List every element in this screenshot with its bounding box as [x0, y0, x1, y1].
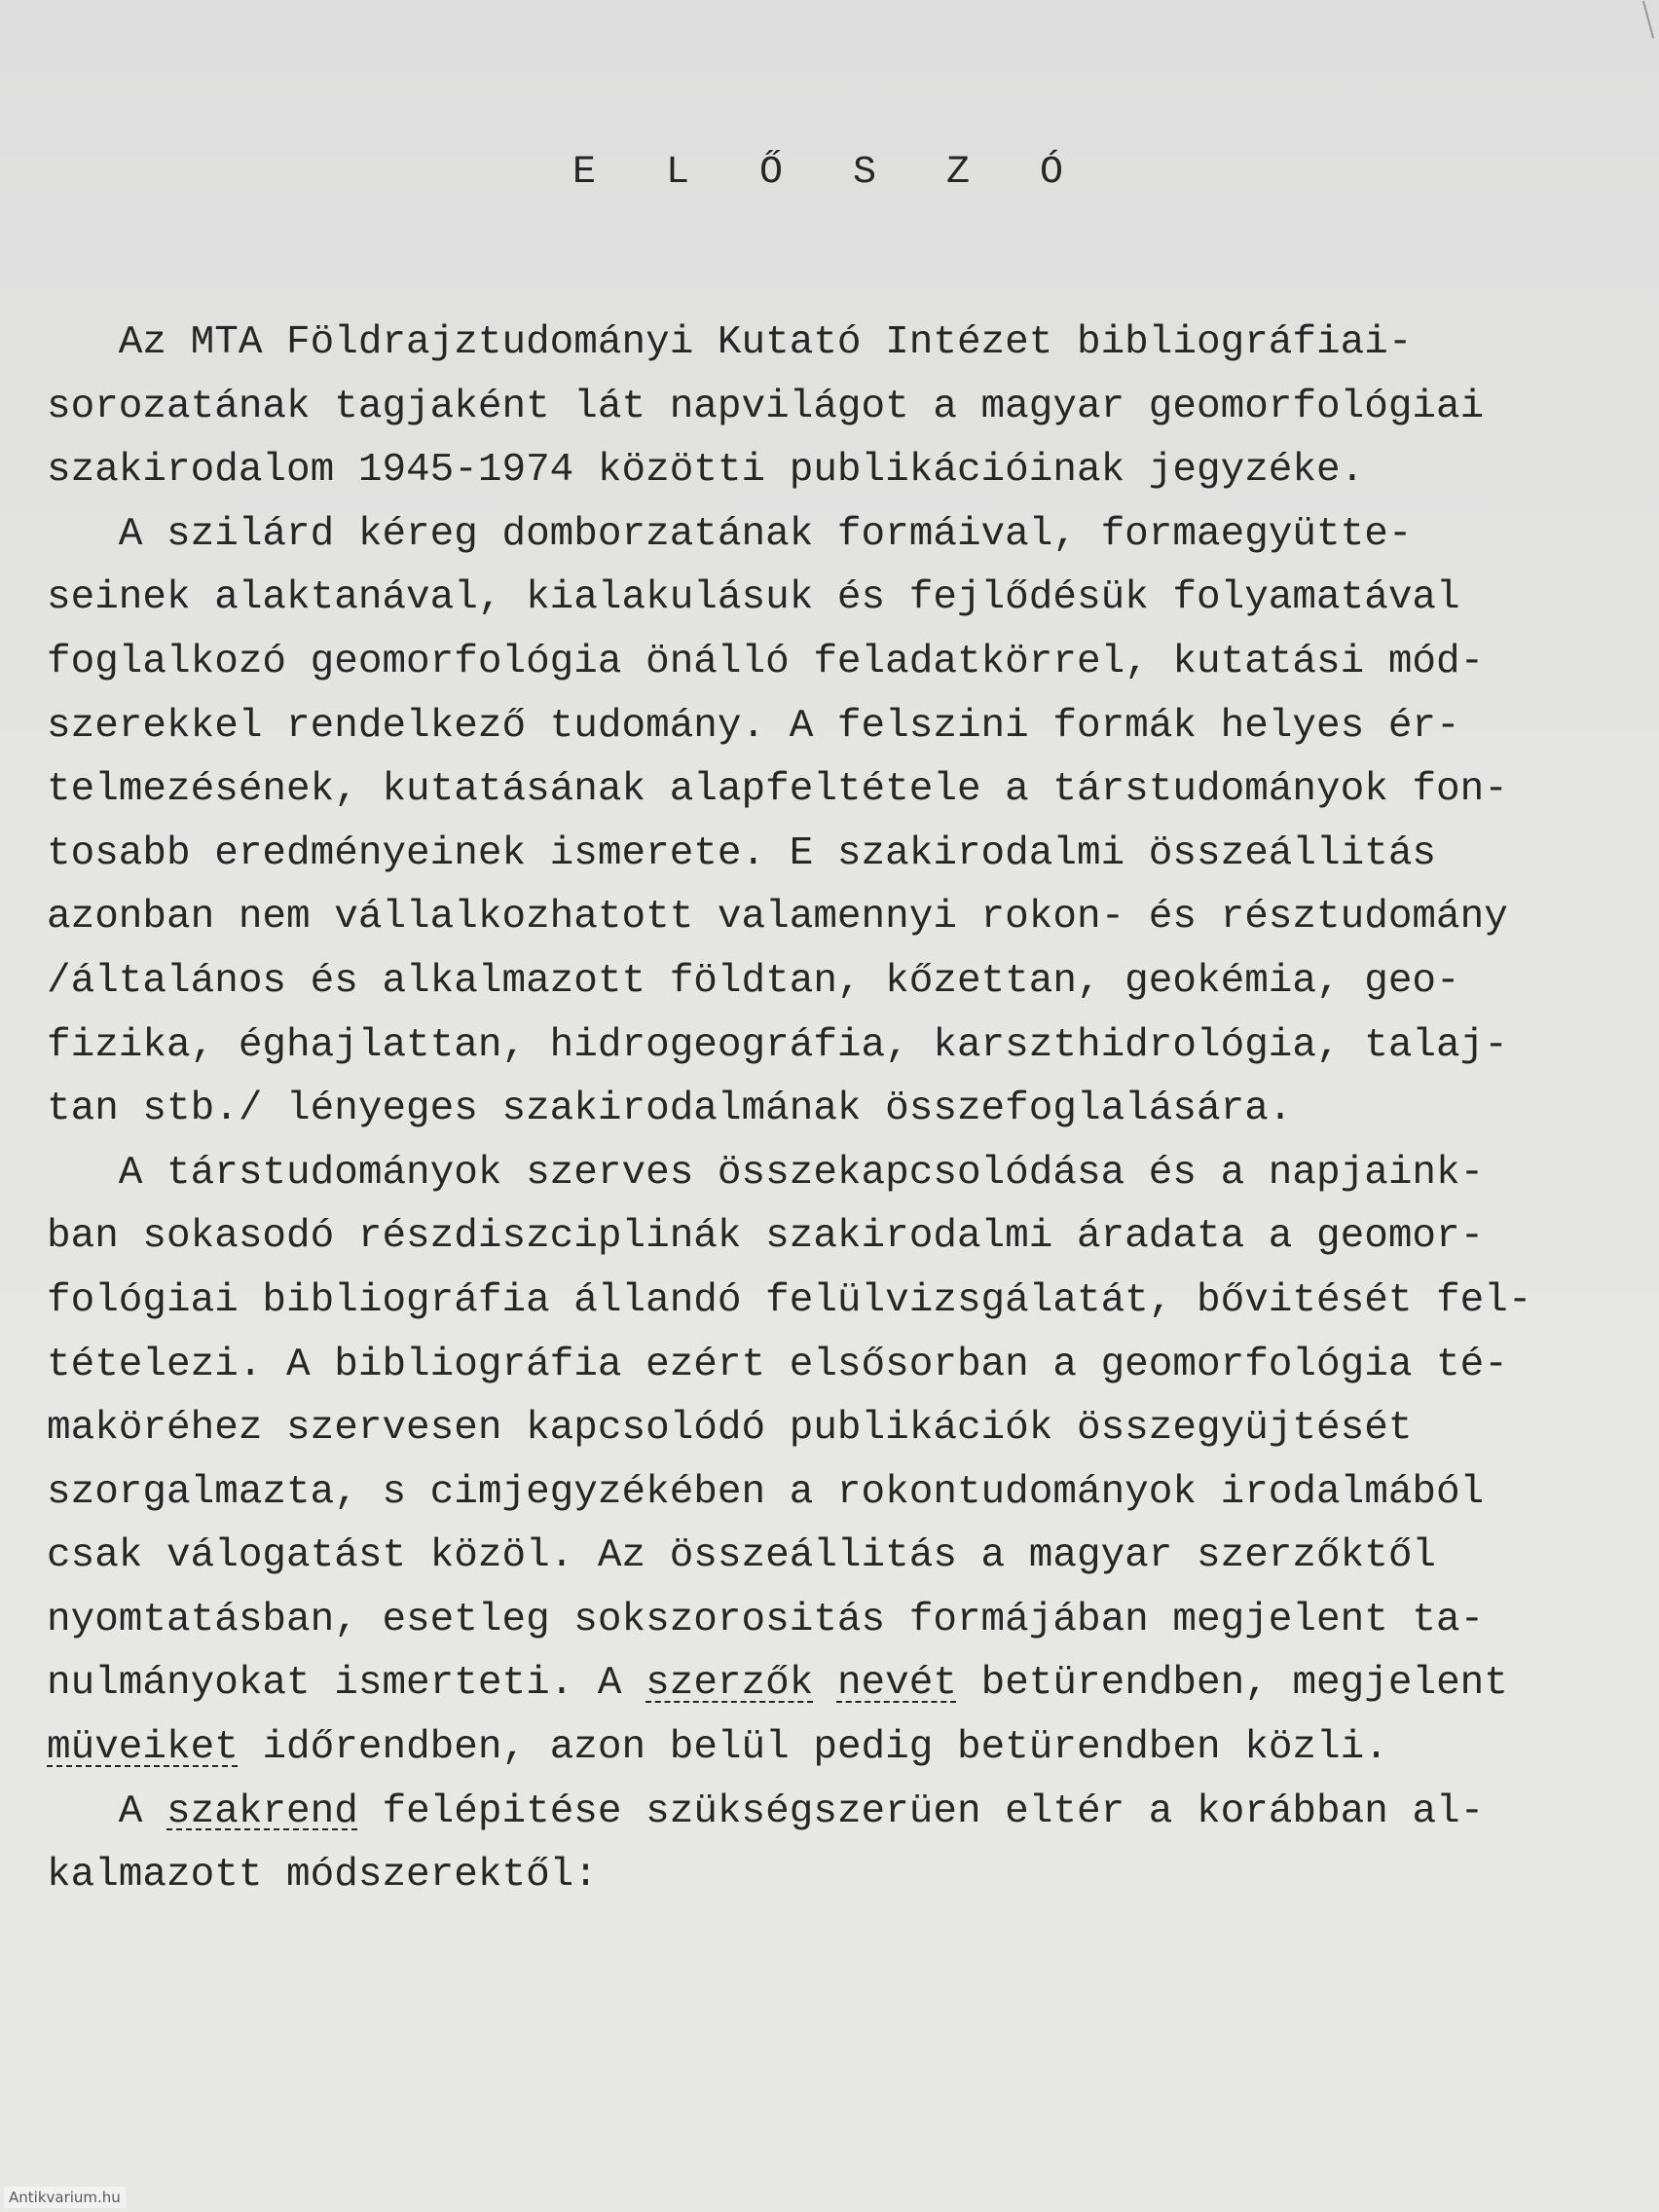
- text-line-13: tan stb./ lényeges szakirodalmának összefoglalására.: [47, 1087, 1293, 1132]
- text-line-24: [47, 1781, 1624, 1845]
- text-segment: [813, 1661, 837, 1706]
- text-line-3: szakirodalom 1945-1974 közötti publikációinak jegyzéke.: [47, 448, 1365, 494]
- text-segment: időrendben, azon belül pedig betürendben közli.: [238, 1725, 1388, 1771]
- text-line-4: A szilárd kéreg domborzatának formáival, formaegyütte-: [47, 511, 1413, 557]
- text-line-25: kalmazott módszerektől:: [47, 1853, 598, 1899]
- text-line-7: szerekkel rendelkező tudomány. A felszini formák helyes ér-: [47, 703, 1460, 749]
- text-line-21: nyomtatásban, esetleg sokszorositás formájában megjelent ta-: [47, 1597, 1485, 1642]
- text-line-10: azonban nem vállalkozhatott valamennyi rokon- és résztudomány: [47, 895, 1508, 940]
- text-line-12: fizika, éghajlattan, hidrogeográfia, karszthidrológia, talaj-: [47, 1022, 1508, 1068]
- text-line-16: fológiai bibliográfia állandó felülvizsgálatát, bővitését fel-: [47, 1277, 1532, 1323]
- text-line-1: Az MTA Földrajztudományi Kutató Intézet bibliográfiai-: [47, 320, 1413, 365]
- text-line-8: telmezésének, kutatásának alapfeltétele a társtudományok fon-: [47, 767, 1508, 813]
- text-line-23: [47, 1716, 1624, 1781]
- underlined-word-szerzok: szerzők: [645, 1661, 814, 1707]
- page-title: E L Ő S Z Ó: [571, 151, 1088, 195]
- text-line-2: sorozatának tagjaként lát napvilágot a magyar geomorfológiai: [47, 384, 1485, 429]
- text-segment: nulmányokat ismerteti. A: [47, 1661, 646, 1707]
- text-line-17: tételezi. A bibliográfia ezért elsősorban a geomorfológia té-: [47, 1342, 1508, 1387]
- text-segment: felépitése szükségszerüen eltér a korábban al-: [357, 1788, 1485, 1834]
- text-line-14: A társtudományok szerves összekapcsolódása és a napjaink-: [47, 1150, 1485, 1196]
- text-line-20: csak válogatást közöl. Az összeállitás a magyar szerzőktől: [47, 1533, 1437, 1579]
- text-line-5: seinek alaktanával, kialakulásuk és fejlődésük folyamatával: [47, 575, 1460, 621]
- text-line-15: ban sokasodó részdiszciplinák szakirodalmi áradata a geomor-: [47, 1214, 1485, 1260]
- text-line-19: szorgalmazta, s cimjegyzékében a rokontudományok irodalmából: [47, 1469, 1485, 1515]
- text-line-9: tosabb eredményeinek ismerete. E szakirodalmi összeállitás: [47, 830, 1437, 876]
- text-segment: A: [47, 1788, 167, 1834]
- underlined-word-nevet: nevét: [836, 1661, 957, 1707]
- underlined-word-szakrend: szakrend: [166, 1788, 358, 1834]
- text-line-11: /általános és alkalmazott földtan, kőzettan, geokémia, geo-: [47, 958, 1460, 1004]
- watermark: Antikvarium.hu: [4, 2187, 126, 2208]
- text-segment: betürendben, megjelent: [956, 1661, 1508, 1707]
- text-line-6: foglalkozó geomorfológia önálló feladatkörrel, kutatási mód-: [47, 639, 1485, 684]
- page-edge-mark: [1642, 0, 1654, 38]
- underlined-word-muveiket: müveiket: [47, 1725, 239, 1771]
- preface-body: [47, 312, 1624, 1908]
- text-line-18: maköréhez szervesen kapcsolódó publikációk összegyüjtését: [47, 1406, 1413, 1452]
- text-line-22: [47, 1652, 1624, 1716]
